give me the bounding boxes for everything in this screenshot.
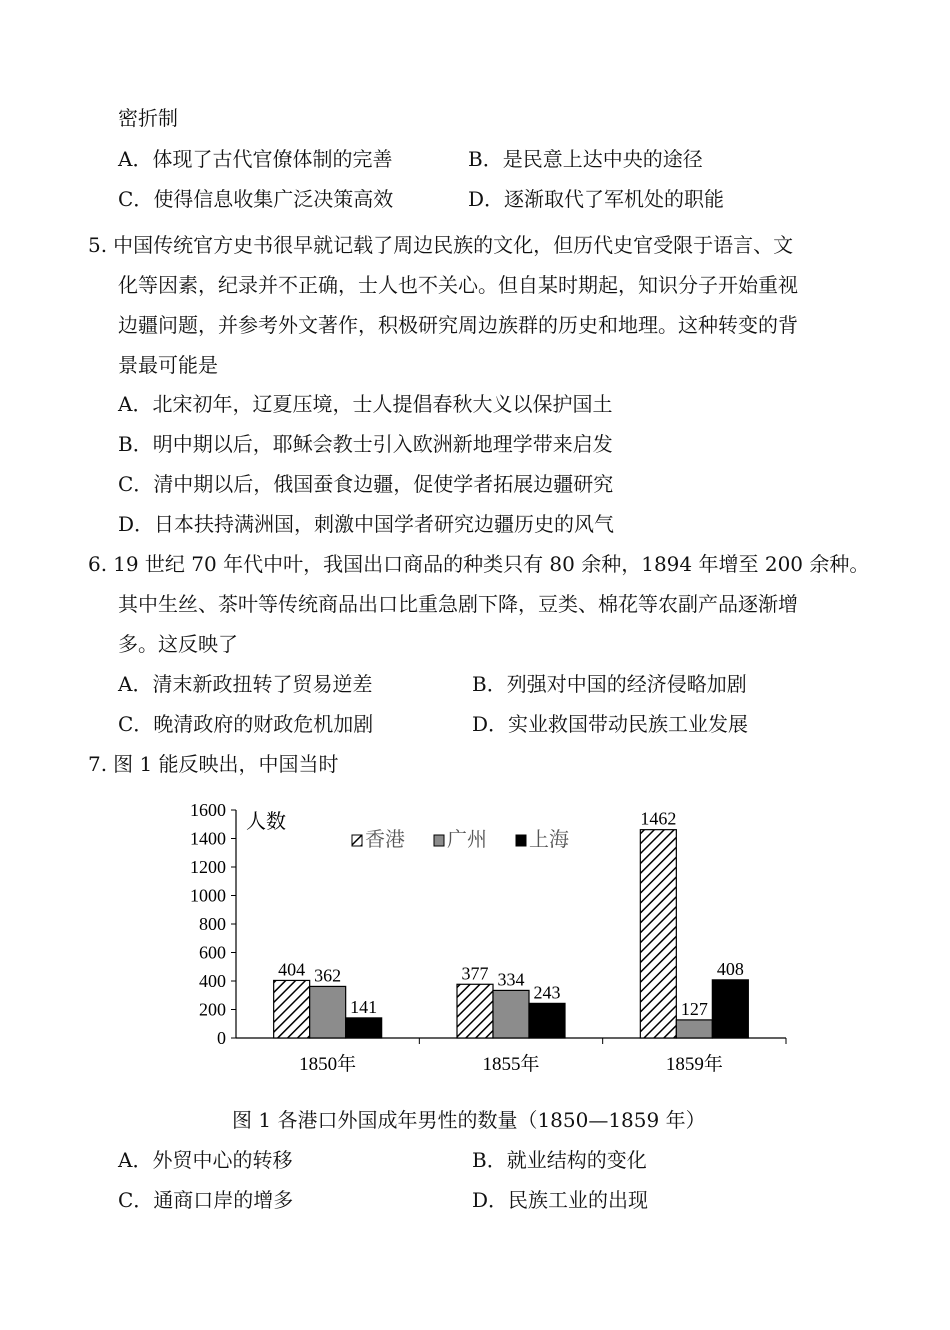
q6-stem-line-1 [88, 550, 869, 578]
option-letter: A． [118, 392, 153, 416]
option-text: 晚清政府的财政危机加剧 [153, 712, 374, 736]
question-number: 6. [88, 552, 108, 576]
q4-option-c[interactable] [118, 185, 393, 213]
q7-option-a[interactable] [118, 1146, 292, 1174]
data-label: 141 [350, 996, 378, 1017]
q5-option-b[interactable] [118, 430, 613, 458]
legend-swatch-广州 [434, 835, 444, 846]
stem-text: 19 世纪 70 年代中叶，我国出口商品的种类只有 80 余种，1894 年增至 200 余种。 [113, 552, 870, 576]
option-letter: D． [468, 187, 505, 211]
data-label: 408 [716, 958, 744, 979]
q4-tail: 密折制 [118, 106, 178, 130]
stem-text: 图 1 能反映出，中国当时 [113, 752, 339, 776]
x-tick-label: 1850年 [299, 1054, 357, 1075]
option-text: 清中期以后，俄国蚕食边疆，促使学者拓展边疆研究 [153, 472, 614, 496]
q5-stem-line-2: 化等因素，纪录并不正确，士人也不关心。但自某时期起，知识分子开始重视 [118, 273, 798, 297]
option-letter: D． [472, 1188, 509, 1212]
y-tick-label: 400 [199, 971, 226, 991]
q6-option-c[interactable] [118, 710, 373, 738]
q6-option-b[interactable] [472, 670, 747, 698]
q4-option-a[interactable] [118, 145, 392, 173]
legend-label: 广州 [447, 829, 487, 851]
question-number: 5. [88, 233, 108, 257]
y-tick-label: 1400 [190, 828, 226, 849]
bar-chart [0, 790, 950, 1110]
data-label: 127 [680, 998, 708, 1019]
bar-广州 [676, 1020, 712, 1038]
option-letter: D． [472, 712, 509, 736]
q6-stem-line-2: 其中生丝、茶叶等传统商品出口比重急剧下降，豆类、棉花等农副产品逐渐增 [118, 592, 798, 616]
q6-option-d[interactable] [472, 710, 748, 738]
legend-swatch-上海 [516, 835, 526, 846]
q7-option-b[interactable] [472, 1146, 647, 1174]
y-tick-label: 1200 [190, 857, 226, 877]
bar-香港 [640, 830, 676, 1038]
data-label: 362 [314, 965, 342, 986]
legend-swatch-香港 [352, 835, 362, 846]
q7-option-d[interactable] [472, 1186, 648, 1214]
option-text: 体现了古代官僚体制的完善 [152, 147, 393, 171]
option-letter: A． [118, 1148, 153, 1172]
option-letter: C． [118, 472, 154, 496]
bar-上海 [712, 980, 748, 1038]
bar-上海 [346, 1018, 382, 1038]
option-letter: B． [472, 1148, 507, 1172]
option-text: 逐渐取代了军机处的职能 [504, 187, 725, 211]
y-axis-label: 人数 [246, 811, 286, 833]
option-letter: A． [118, 672, 153, 696]
option-text: 实业救国带动民族工业发展 [508, 712, 749, 736]
option-text: 明中期以后，耶稣会教士引入欧洲新地理学带来启发 [152, 432, 613, 456]
q5-stem-line-1 [88, 231, 793, 259]
option-letter: B． [472, 672, 507, 696]
option-letter: C． [118, 1188, 154, 1212]
option-text: 清末新政扭转了贸易逆差 [152, 672, 373, 696]
q7-stem [88, 750, 339, 778]
q7-option-c[interactable] [118, 1186, 293, 1214]
y-tick-label: 200 [199, 999, 226, 1020]
y-tick-label: 1600 [190, 800, 226, 820]
y-tick-label: 0 [217, 1028, 226, 1048]
option-text: 外贸中心的转移 [152, 1148, 293, 1172]
option-letter: B． [468, 147, 503, 171]
option-letter: A． [118, 147, 153, 171]
option-text: 民族工业的出现 [508, 1188, 649, 1212]
option-text: 列强对中国的经济侵略加剧 [506, 672, 747, 696]
data-label: 1462 [640, 808, 677, 829]
q5-option-c[interactable] [118, 470, 613, 498]
bar-香港 [457, 984, 493, 1038]
option-letter: C． [118, 187, 154, 211]
x-tick-label: 1859年 [665, 1054, 723, 1075]
data-label: 334 [497, 969, 525, 990]
data-label: 243 [533, 982, 561, 1003]
question-number: 7. [88, 752, 108, 776]
option-text: 就业结构的变化 [506, 1148, 647, 1172]
option-text: 是民意上达中央的途径 [502, 147, 703, 171]
q5-option-a[interactable] [118, 390, 612, 418]
bar-广州 [493, 990, 529, 1038]
stem-text: 中国传统官方史书很早就记载了周边民族的文化，但历代史官受限于语言、文 [113, 233, 794, 257]
q6-option-a[interactable] [118, 670, 372, 698]
option-letter: D． [118, 512, 155, 536]
bar-香港 [274, 980, 310, 1038]
option-text: 使得信息收集广泛决策高效 [153, 187, 394, 211]
bar-上海 [529, 1003, 565, 1038]
x-tick-label: 1855年 [482, 1054, 540, 1075]
legend-label: 香港 [365, 829, 405, 851]
option-text: 北宋初年，辽夏压境，士人提倡春秋大义以保护国土 [152, 392, 613, 416]
option-text: 通商口岸的增多 [153, 1188, 294, 1212]
option-letter: C． [118, 712, 154, 736]
y-tick-label: 600 [199, 942, 226, 963]
q5-stem-line-4: 景最可能是 [118, 353, 218, 377]
q5-stem-line-3: 边疆问题，并参考外文著作，积极研究周边族群的历史和地理。这种转变的背 [118, 313, 798, 337]
q5-option-d[interactable] [118, 510, 614, 538]
figure-caption: 图 1 各港口外国成年男性的数量（1850—1859 年） [232, 1108, 706, 1132]
y-tick-label: 800 [199, 914, 226, 934]
option-text: 日本扶持满洲国，刺激中国学者研究边疆历史的风气 [154, 512, 615, 536]
q4-option-b[interactable] [468, 145, 703, 173]
y-tick-label: 1000 [190, 885, 226, 906]
q4-option-d[interactable] [468, 185, 724, 213]
bar-广州 [310, 986, 346, 1038]
data-label: 404 [278, 959, 306, 980]
data-label: 377 [461, 963, 489, 984]
q6-stem-line-3: 多。这反映了 [118, 632, 238, 656]
option-letter: B． [118, 432, 153, 456]
legend-label: 上海 [529, 829, 569, 851]
